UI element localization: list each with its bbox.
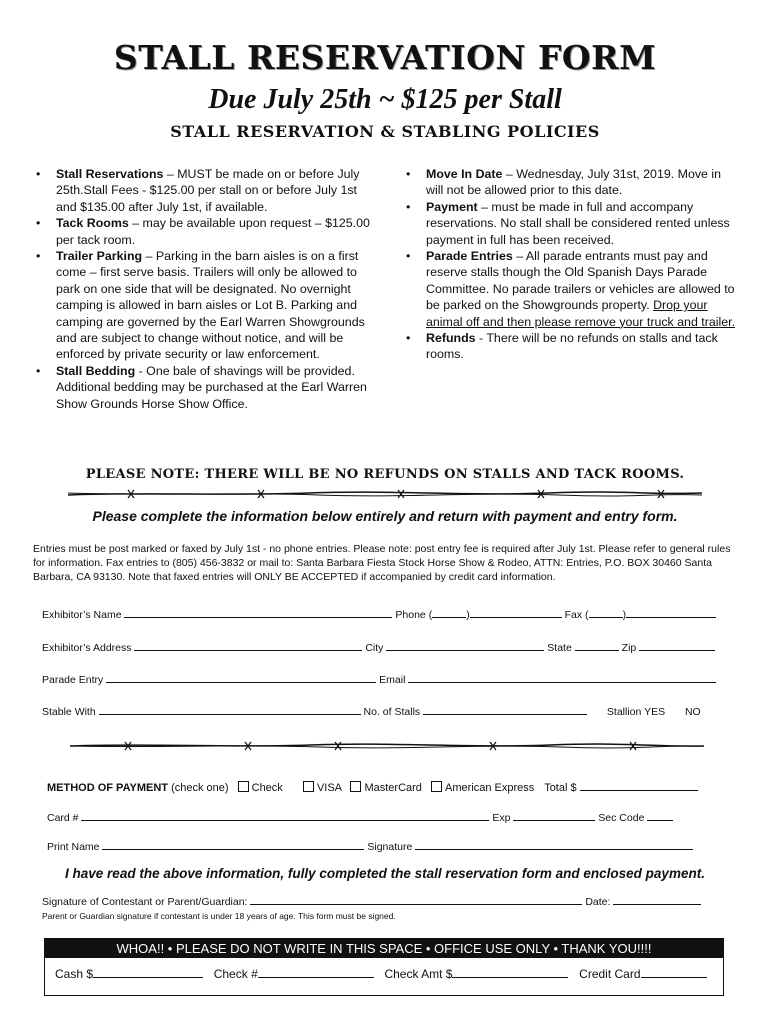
sec-code-label: Sec Code bbox=[598, 812, 645, 824]
due-subtitle: Due July 25th ~ $125 per Stall bbox=[208, 84, 562, 115]
payment-method-label: METHOD OF PAYMENT bbox=[47, 782, 169, 794]
policy-move-in-date: • Move In Date – Wednesday, July 31st, 2019. Move in will not be allowed prior to this date. bbox=[406, 166, 738, 199]
total-field[interactable] bbox=[580, 779, 698, 791]
row-parade-email bbox=[42, 671, 716, 686]
stable-with-field[interactable] bbox=[99, 703, 361, 715]
policy-refunds: • Refunds - There will be no refunds on stalls and tack rooms. bbox=[406, 330, 738, 363]
address-field[interactable] bbox=[134, 639, 362, 651]
form-title: STALL RESERVATION FORM bbox=[113, 38, 657, 77]
fax-area-field[interactable] bbox=[589, 606, 623, 618]
stallion-no-option[interactable]: NO bbox=[684, 706, 701, 718]
check-amt-label: Check Amt $ bbox=[384, 967, 453, 981]
email-field[interactable] bbox=[408, 671, 716, 683]
office-use-banner: WHOA!! • PLEASE DO NOT WRITE IN THIS SPACE • OFFICE USE ONLY • THANK YOU!!!! bbox=[45, 939, 723, 958]
print-name-label: Print Name bbox=[47, 841, 100, 853]
exp-field[interactable] bbox=[513, 809, 595, 821]
contestant-signature-label: Signature of Contestant or Parent/Guardian: bbox=[42, 896, 248, 908]
row-address bbox=[42, 639, 715, 654]
check-one-hint: (check one) bbox=[171, 782, 229, 794]
phone-label: Phone bbox=[395, 609, 426, 621]
mastercard-label: MasterCard bbox=[364, 782, 422, 794]
policy-tack-rooms: • Tack Rooms – may be available upon request – $125.00 per tack room. bbox=[36, 215, 381, 248]
zip-label: Zip bbox=[621, 642, 637, 654]
card-number-field[interactable] bbox=[81, 809, 489, 821]
policy-trailer-parking: • Trailer Parking – Parking in the barn aisles is on a first come – first serve basis. Trailers will only be allowed to park on one side that will be designated. No overnight camping is allowed in barn aisles or Lot B. Parking and camping are governed by the Earl Warren Showgrounds and are subject to change without notice, and will be enforced by private security or law enforcement. bbox=[36, 248, 381, 363]
check-no-field[interactable] bbox=[258, 966, 374, 978]
office-use-row bbox=[45, 958, 723, 981]
cash-label: Cash $ bbox=[55, 967, 94, 981]
acknowledgement: I have read the above information, fully completed the stall reservation form and enclosed payment. bbox=[65, 866, 705, 881]
amex-label: American Express bbox=[445, 782, 535, 794]
entries-text: Entries must be post marked or faxed by July 1st - no phone entries. Please note: post entry fee is required after July 1st. Please refer to general rules for information. Fax entries to (805) 456-3832 or mail to: Santa Barbara Fiesta Stock Horse Show & Rodeo, ATTN: Entries, P.O. BOX 30460 Santa Barbara, CA 93130. Note that faxed entries will ONLY BE ACCEPTED if accompanied by credit card information. bbox=[33, 543, 731, 583]
exhibitor-name-label: Exhibitor’s Name bbox=[42, 609, 122, 621]
stable-with-label: Stable With bbox=[42, 706, 96, 718]
policy-payment: • Payment – must be made in full and accompany reservations. No stall shall be considered rented unless payment in full has been received. bbox=[406, 199, 738, 248]
row-print-signature bbox=[47, 838, 693, 853]
policies-heading: STALL RESERVATION & STABLING POLICIES bbox=[170, 122, 600, 141]
left-policy-list bbox=[36, 166, 381, 412]
row-stable bbox=[42, 703, 701, 718]
policy-stall-bedding: • Stall Bedding - One bale of shavings will be provided. Additional bedding may be purchased at the Earl Warren Show Grounds Horse Show Office. bbox=[36, 363, 381, 412]
date-label: Date: bbox=[585, 896, 611, 908]
policy-stall-reservations: • Stall Reservations – MUST be made on or before July 25th.Stall Fees - $125.00 per stall on or before July 1st and $135.00 after July 1st, if available. bbox=[36, 166, 381, 215]
row-card bbox=[47, 809, 673, 824]
exhibitor-name-field[interactable] bbox=[124, 606, 392, 618]
phone-area-field[interactable] bbox=[432, 606, 466, 618]
total-label: Total $ bbox=[544, 782, 577, 794]
signature-label: Signature bbox=[367, 841, 413, 853]
parade-entry-label: Parade Entry bbox=[42, 674, 104, 686]
address-label: Exhibitor’s Address bbox=[42, 642, 132, 654]
stallion-yes-option[interactable]: YES bbox=[644, 706, 666, 718]
credit-card-field[interactable] bbox=[641, 966, 707, 978]
zip-field[interactable] bbox=[639, 639, 715, 651]
exp-label: Exp bbox=[492, 812, 511, 824]
fax-number-field[interactable] bbox=[626, 606, 716, 618]
visa-checkbox[interactable] bbox=[303, 781, 314, 792]
check-checkbox[interactable] bbox=[238, 781, 249, 792]
signature-field[interactable] bbox=[415, 838, 693, 850]
stallion-label: Stallion bbox=[606, 706, 642, 718]
check-amt-field[interactable] bbox=[452, 966, 568, 978]
city-label: City bbox=[365, 642, 384, 654]
state-field[interactable] bbox=[575, 639, 619, 651]
row-name-phone-fax: Exhibitor’s Name Phone ( ) Fax ( ) bbox=[42, 606, 716, 621]
barbed-wire-divider-bottom bbox=[70, 740, 704, 752]
sec-code-field[interactable] bbox=[647, 809, 673, 821]
city-field[interactable] bbox=[386, 639, 544, 651]
check-no-label: Check # bbox=[213, 967, 258, 981]
parade-entry-field[interactable] bbox=[106, 671, 376, 683]
print-name-field[interactable] bbox=[102, 838, 364, 850]
date-field[interactable] bbox=[613, 893, 701, 905]
email-label: Email bbox=[379, 674, 406, 686]
card-label: Card # bbox=[47, 812, 79, 824]
right-policy-list bbox=[406, 166, 738, 363]
refund-note: PLEASE NOTE: THERE WILL BE NO REFUNDS ON STALLS AND TACK ROOMS. bbox=[85, 467, 685, 482]
no-stalls-field[interactable] bbox=[423, 703, 587, 715]
visa-label: VISA bbox=[316, 782, 342, 794]
mastercard-checkbox[interactable] bbox=[350, 781, 361, 792]
barbed-wire-divider-top bbox=[68, 488, 702, 500]
row-payment-method bbox=[47, 779, 698, 794]
signature-note: Parent or Guardian signature if contestant is under 18 years of age. This form must be signed. bbox=[42, 911, 396, 921]
state-label: State bbox=[547, 642, 572, 654]
policy-parade-entries: • Parade Entries – All parade entrants must pay and reserve stalls though the Old Spanish Days Parade Committee. No parade trailers or vehicles are allowed to be parked on the Showgrounds property. Drop your animal off and then please remove your truck and trailer. bbox=[406, 248, 738, 330]
check-label: Check bbox=[251, 782, 283, 794]
amex-checkbox[interactable] bbox=[431, 781, 442, 792]
row-contestant-signature bbox=[42, 893, 701, 908]
cash-field[interactable] bbox=[93, 966, 203, 978]
instructions-heading: Please complete the information below entirely and return with payment and entry form. bbox=[92, 508, 678, 524]
no-stalls-label: No. of Stalls bbox=[363, 706, 421, 718]
credit-card-label: Credit Card bbox=[579, 967, 641, 981]
contestant-signature-field[interactable] bbox=[250, 893, 582, 905]
phone-number-field[interactable] bbox=[470, 606, 562, 618]
fax-label: Fax bbox=[564, 609, 583, 621]
office-use-box bbox=[44, 938, 724, 996]
